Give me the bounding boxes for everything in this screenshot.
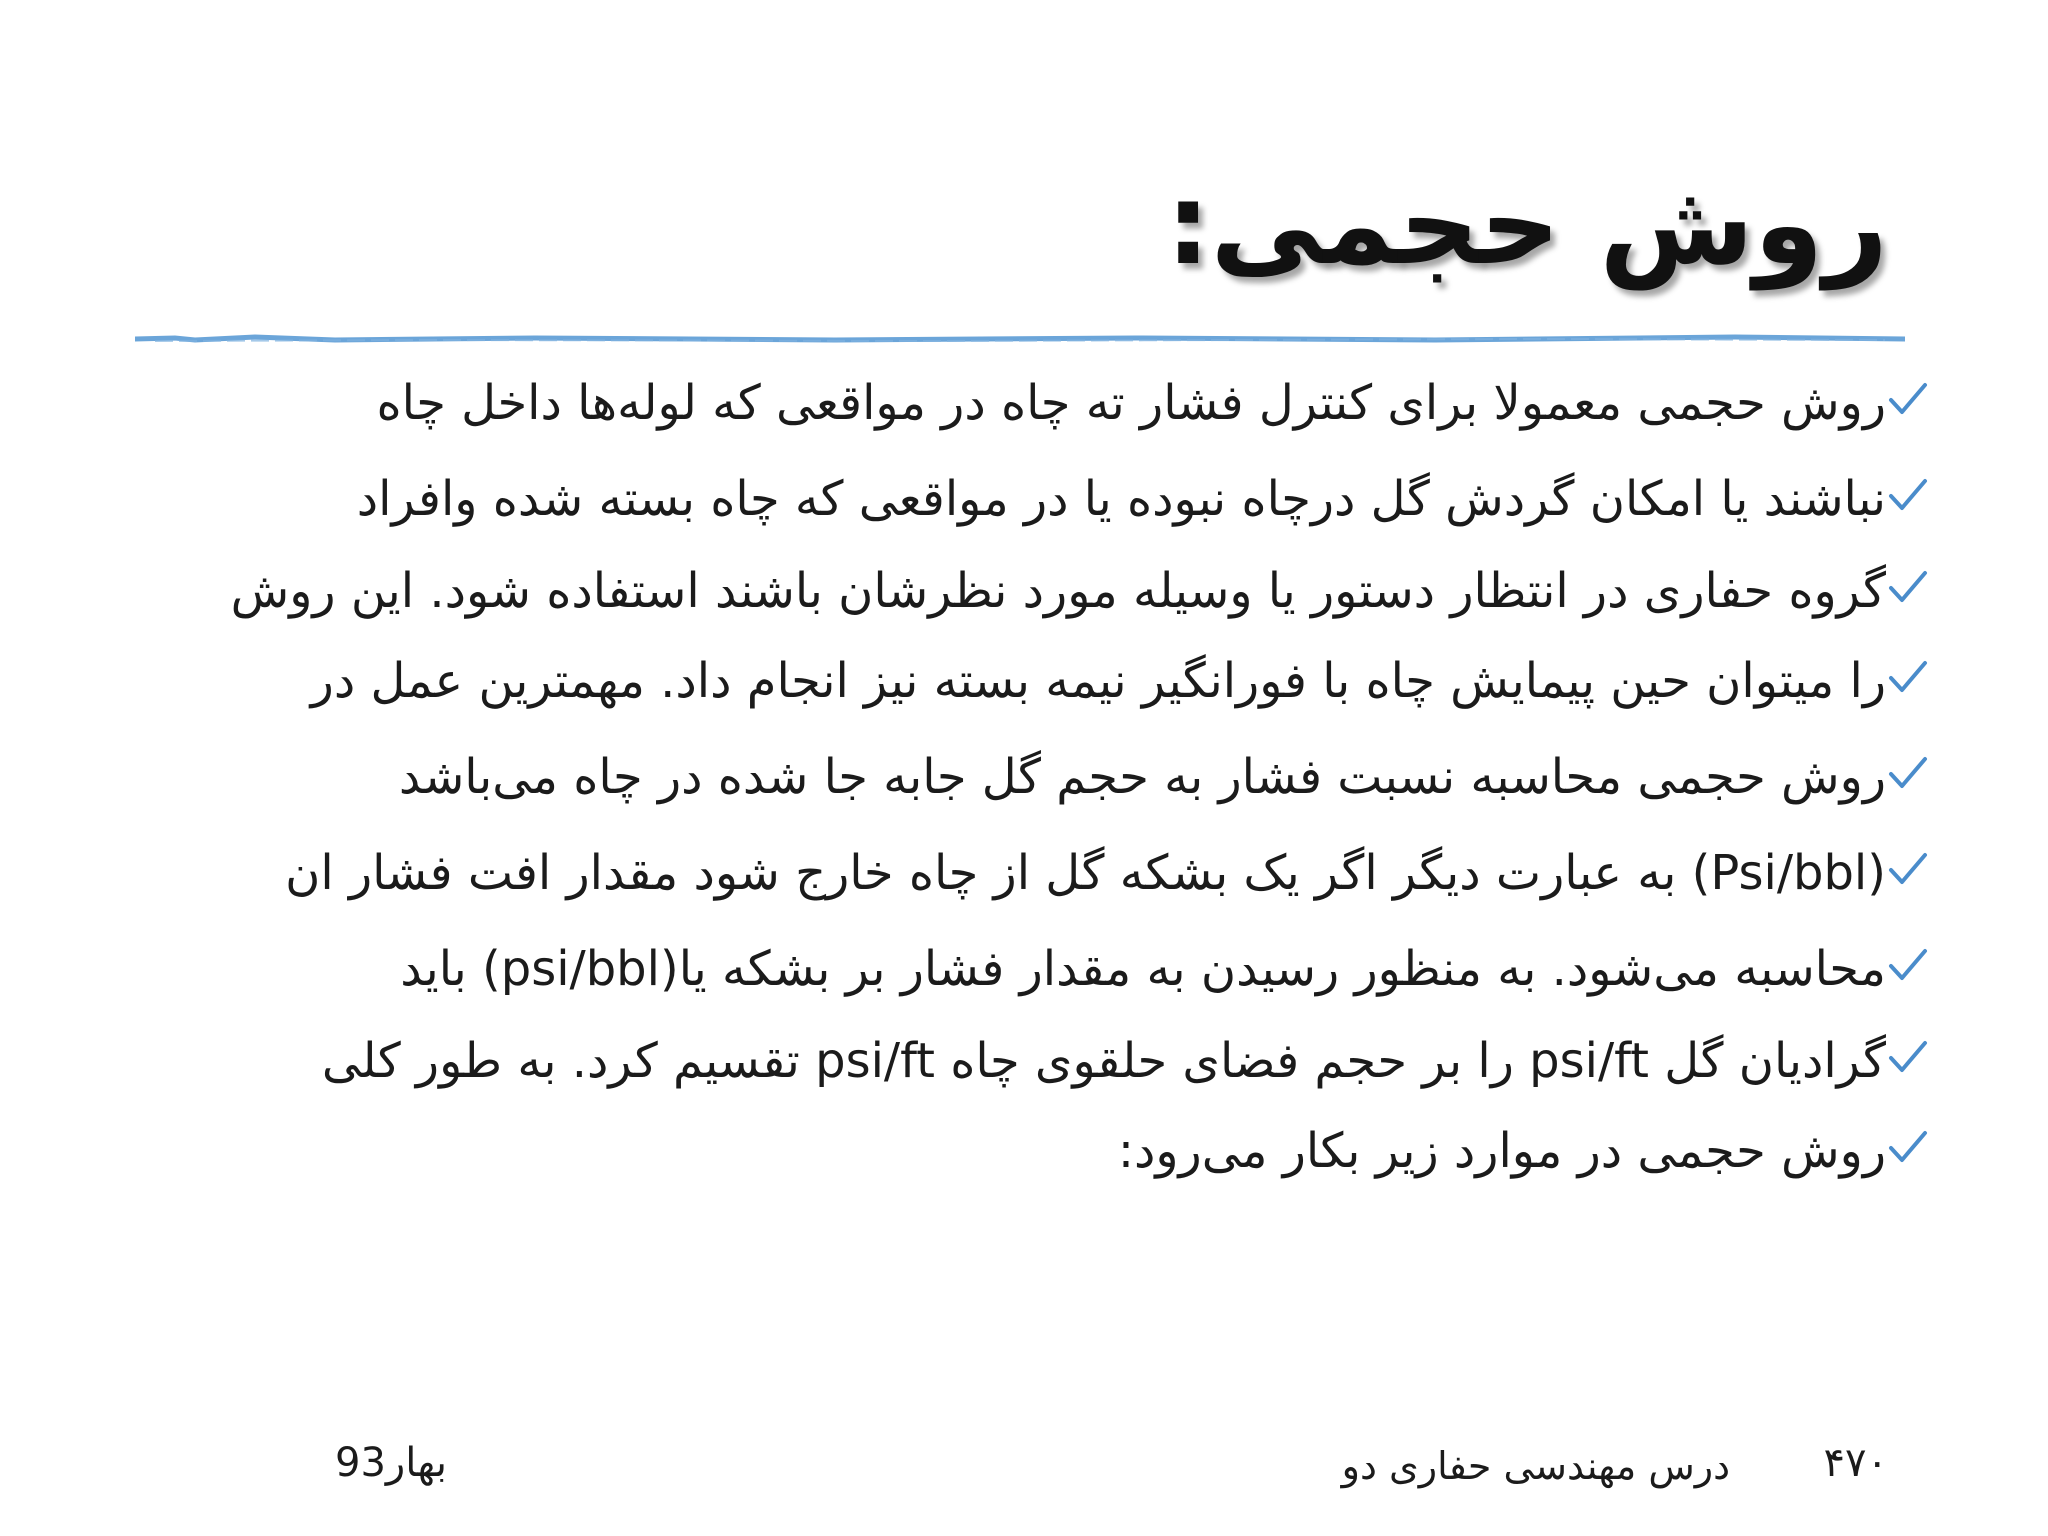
list-item: [168, 736, 1928, 818]
bullet-text: گروه حفاری در انتظار دستور یا وسیله مورد نظرشان باشند استفاده شود. این روش: [230, 563, 1886, 619]
bullet-text: (Psi/bbl) به عبارت دیگر اگر یک بشکه گل از چاه خارج شود مقدار افت فشار ان: [285, 845, 1886, 901]
bullet-text: روش حجمی معمولا برای کنترل فشار ته چاه در مواقعی که لوله‌ها داخل چاه: [376, 375, 1886, 431]
bullet-list: [168, 362, 1928, 1206]
bullet-text: محاسبه می‌شود. به منظور رسیدن به مقدار فشار بر بشکه یا(psi/bbl) باید: [400, 941, 1886, 997]
checkmark-icon: [1888, 382, 1928, 416]
list-item: [168, 362, 1928, 444]
checkmark-icon: [1888, 660, 1928, 694]
list-item: [168, 554, 1928, 628]
bullet-text: گرادیان گل psi/ft را بر حجم فضای حلقوی چاه psi/ft تقسیم کرد. به طور کلی: [321, 1033, 1886, 1089]
list-item: [168, 458, 1928, 540]
checkmark-icon: [1888, 478, 1928, 512]
list-item: [168, 640, 1928, 722]
checkmark-icon: [1888, 570, 1928, 604]
footer-term: بهار93: [335, 1440, 447, 1486]
checkmark-icon: [1888, 852, 1928, 886]
bullet-text: روش حجمی در موارد زیر بکار می‌رود:: [1117, 1123, 1886, 1179]
bullet-text: را میتوان حین پیمایش چاه با فورانگیر نیمه بسته نیز انجام داد. مهمترین عمل در: [310, 653, 1886, 709]
slide-title: روش حجمی:: [1165, 160, 1888, 290]
footer-course-title: درس مهندسی حفاری دو: [1341, 1444, 1730, 1488]
checkmark-icon: [1888, 1040, 1928, 1074]
list-item: [168, 928, 1928, 1010]
checkmark-icon: [1888, 1130, 1928, 1164]
title-divider: [135, 334, 1905, 344]
checkmark-icon: [1888, 948, 1928, 982]
list-item: [168, 832, 1928, 914]
page-number: ۴۷۰: [1823, 1440, 1888, 1486]
bullet-text: نباشند یا امکان گردش گل درچاه نبوده یا در مواقعی که چاه بسته شده وافراد: [356, 471, 1886, 527]
list-item: [168, 1024, 1928, 1098]
checkmark-icon: [1888, 756, 1928, 790]
bullet-text: روش حجمی محاسبه نسبت فشار به حجم گل جابه جا شده در چاه می‌باشد: [398, 749, 1886, 805]
list-item: [168, 1110, 1928, 1192]
